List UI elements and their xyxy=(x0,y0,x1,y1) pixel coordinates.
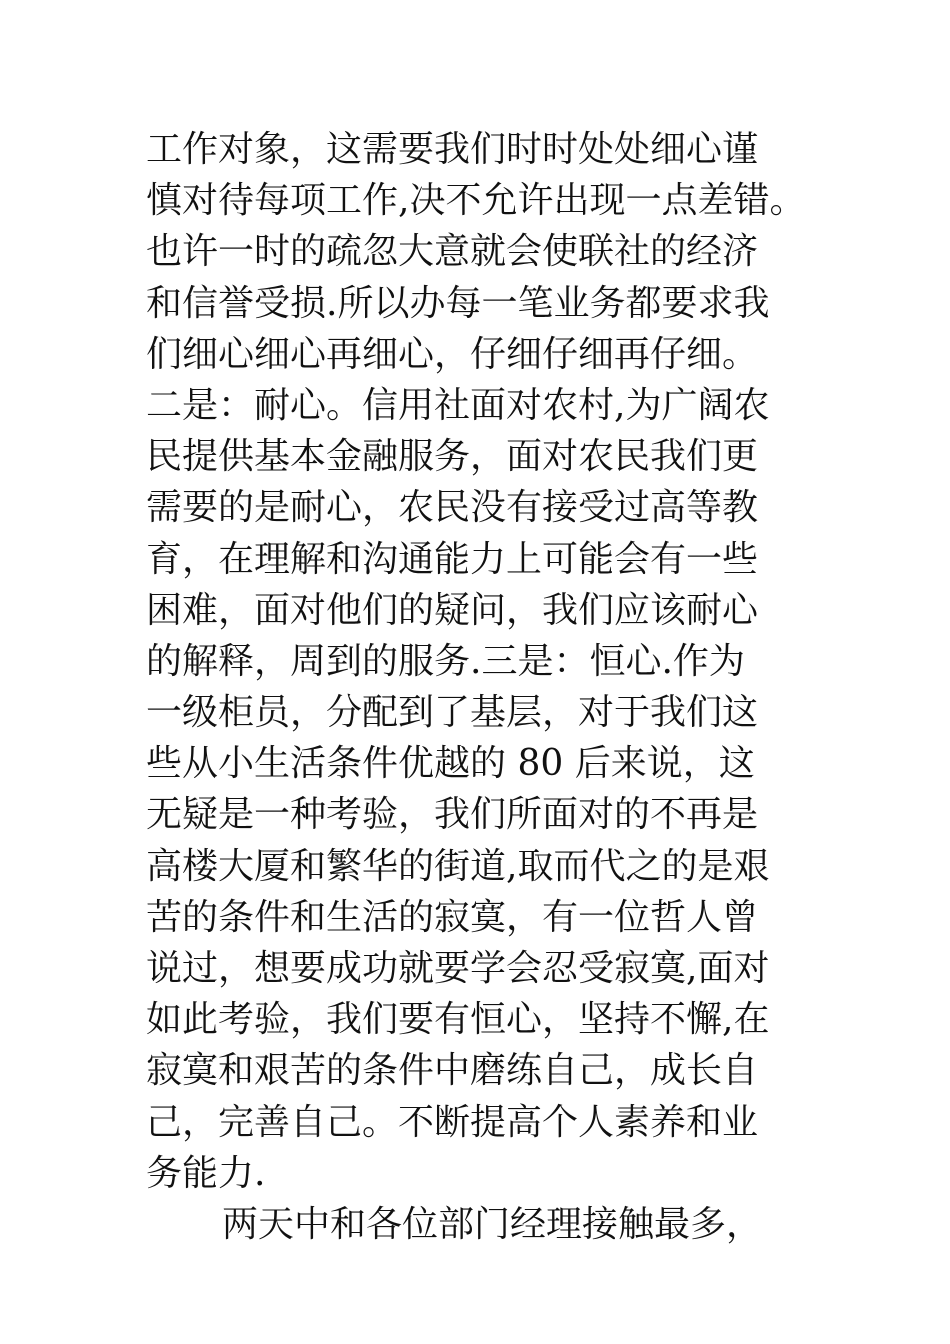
text-line: 工作对象，这需要我们时时处处细心谨 xyxy=(146,129,759,170)
text-line: 和信誉受损.所以办每一笔业务都要求我 xyxy=(146,282,770,324)
text-line: 的解释，周到的服务.三是：恒心.作为 xyxy=(146,640,745,682)
text-line: 己，完善自己。不断提高个人素养和业 xyxy=(146,1101,759,1143)
text-line: 苦的条件和生活的寂寞，有一位哲人曾 xyxy=(146,896,759,938)
text-line: 如此考验，我们要有恒心，坚持不懈,在 xyxy=(146,999,770,1041)
text-line: 一级柜员，分配到了基层，对于我们这 xyxy=(146,692,759,734)
text-line: 需要的是耐心，农民没有接受过高等教 xyxy=(146,487,759,529)
text-line: 寂寞和艰苦的条件中磨练自己，成长自 xyxy=(146,1050,759,1092)
text-line: 民提供基本金融服务，面对农民我们更 xyxy=(146,436,759,478)
text-line: 二是：耐心。信用社面对农村,为广阔农 xyxy=(146,384,770,426)
text-line: 务能力. xyxy=(146,1152,266,1194)
text-line: 育，在理解和沟通能力上可能会有一些 xyxy=(146,538,759,580)
text-line: 高楼大厦和繁华的街道,取而代之的是艰 xyxy=(146,845,770,887)
text-line: 也许一时的疏忽大意就会使联社的经济 xyxy=(146,231,759,273)
text-line: 说过，想要成功就要学会忍受寂寞,面对 xyxy=(146,948,770,989)
text-line: 些从小生活条件优越的 80 后来说，这 xyxy=(146,743,755,785)
text-line: 们细心细心再细心，仔细仔细再仔细。 xyxy=(146,333,759,375)
text-line: 无疑是一种考验，我们所面对的不再是 xyxy=(146,794,759,836)
body-text xyxy=(146,124,846,1250)
text-line: 困难，面对他们的疑问，我们应该耐心 xyxy=(146,589,759,631)
text-line: 慎对待每项工作,决不允许出现一点差错。 xyxy=(146,180,806,222)
paragraph-start-line: 两天中和各位部门经理接触最多， xyxy=(222,1203,763,1245)
